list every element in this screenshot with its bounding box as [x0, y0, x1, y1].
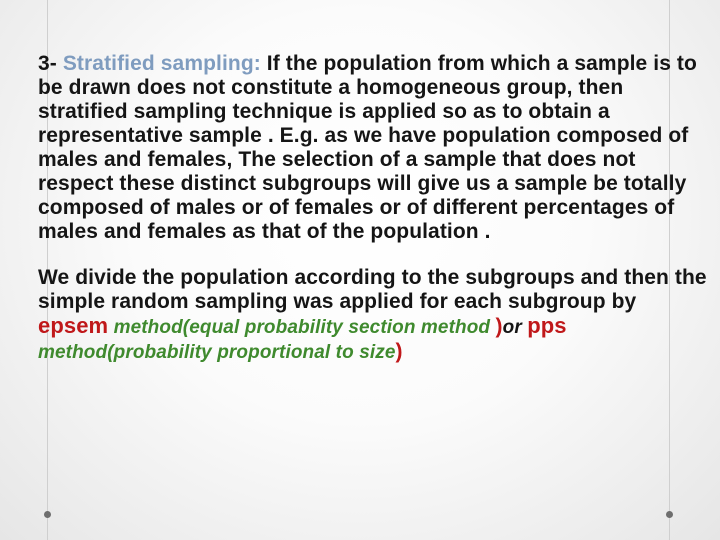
close-paren-1: ): [495, 315, 503, 338]
close-paren-2: ): [395, 340, 403, 363]
method-lead-text: We divide the population according to the subgroups and then the simple random sampling was applied for each subgroup by: [38, 266, 707, 313]
left-frame-dot: [44, 511, 51, 518]
term-stratified-sampling: Stratified sampling:: [62, 52, 261, 75]
definition-text: If the population from which a sample is to be drawn does not constitute a homogeneous group, then stratified sampling technique is applied so as to obtain a representative sample . E.g. as we have population composed of males and females, The selection of a sample that does not respect these distinct subgroups will give us a sample be totally composed of males or of females or of different percentages of males and females as that of the population .: [38, 52, 697, 243]
epsem-method-text: method(equal probability section method: [108, 317, 496, 338]
item-number: 3-: [38, 52, 63, 75]
paragraph-stratified-sampling: [38, 52, 710, 244]
paragraph-method: [38, 266, 710, 365]
term-pps: pps: [527, 313, 567, 338]
pps-method-text: method(probability proportional to size: [38, 342, 396, 363]
or-text: or: [502, 317, 528, 338]
right-frame-dot: [666, 511, 673, 518]
term-epsem: epsem: [38, 313, 109, 338]
slide-body-text: [38, 52, 710, 365]
